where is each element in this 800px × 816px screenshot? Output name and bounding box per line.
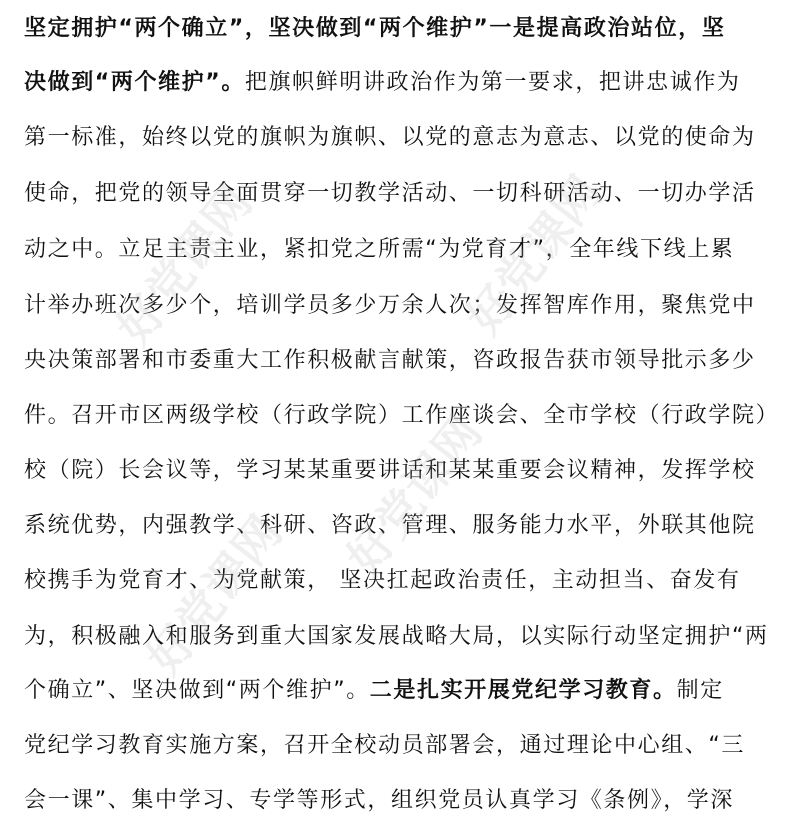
watermark-2: 好党课网 — [106, 175, 263, 354]
text-segment: 个确立”、坚决做到“两个维护”。 — [24, 678, 370, 703]
text-segment: 制定 — [676, 678, 724, 703]
text-line — [24, 731, 776, 761]
text-line — [24, 566, 776, 596]
text-line — [24, 511, 776, 541]
bold-text-segment: 决做到“两个维护”。 — [24, 70, 245, 95]
text-segment: 央决策部署和市委重大工作积极献言献策，咨政报告获市领导批示多少 — [24, 348, 756, 373]
text-segment: 使命，把党的领导全面贯穿一切教学活动、一切科研活动、一切办学活 — [24, 181, 756, 206]
text-line — [24, 786, 776, 816]
text-line — [24, 179, 776, 209]
text-line — [24, 291, 776, 321]
text-line — [24, 346, 776, 376]
text-segment: 系统优势，内强教学、科研、咨政、管理、服务能力水平，外联其他院 — [24, 513, 756, 538]
text-line — [24, 123, 776, 153]
text-segment: 件。召开市区两级学校（行政学院）工作座谈会、全市学校（行政学院） — [24, 403, 780, 428]
watermark-4: 好党课网 — [136, 505, 293, 684]
text-segment: 动之中。立足主责主业，紧扣党之所需“为党育才”，全年线下线上累 — [24, 237, 735, 262]
text-line — [24, 456, 776, 486]
text-line — [24, 622, 776, 652]
bold-text-segment: 二是扎实开展党纪学习教育。 — [369, 678, 677, 703]
bold-text-segment: 坚定拥护“两个确立”，坚决做到“两个维护”一是提高政治站位，坚 — [24, 16, 726, 41]
text-line — [24, 68, 776, 98]
text-segment: 为，积极融入和服务到重大国家发展战略大局，以实际行动坚定拥护“两 — [24, 624, 769, 649]
text-line — [24, 235, 776, 265]
watermark-3: 好党课网 — [336, 405, 493, 584]
text-line — [24, 676, 776, 706]
text-segment: 党纪学习教育实施方案，召开全校动员部署会，通过理论中心组、“三 — [24, 733, 745, 758]
text-line — [24, 14, 776, 44]
text-segment: 第一标准，始终以党的旗帜为旗帜、以党的意志为意志、以党的使命为 — [24, 125, 756, 150]
text-segment: 计举办班次多少个，培训学员多少万余人次；发挥智库作用，聚焦党中 — [24, 293, 756, 318]
text-segment: 校携手为党育才、为党献策， 坚决扛起政治责任，主动担当、奋发有 — [24, 568, 741, 593]
text-segment: 会一课”、集中学习、专学等形式，组织党员认真学习《条例》，学深 — [24, 788, 734, 813]
text-segment: 把旗帜鲜明讲政治作为第一要求，把讲忠诚作为 — [244, 70, 741, 95]
text-line — [24, 401, 780, 431]
watermark-1: 好党课网 — [456, 165, 613, 344]
text-segment: 校（院）长会议等，学习某某重要讲话和某某重要会议精神，发挥学校 — [24, 458, 756, 483]
